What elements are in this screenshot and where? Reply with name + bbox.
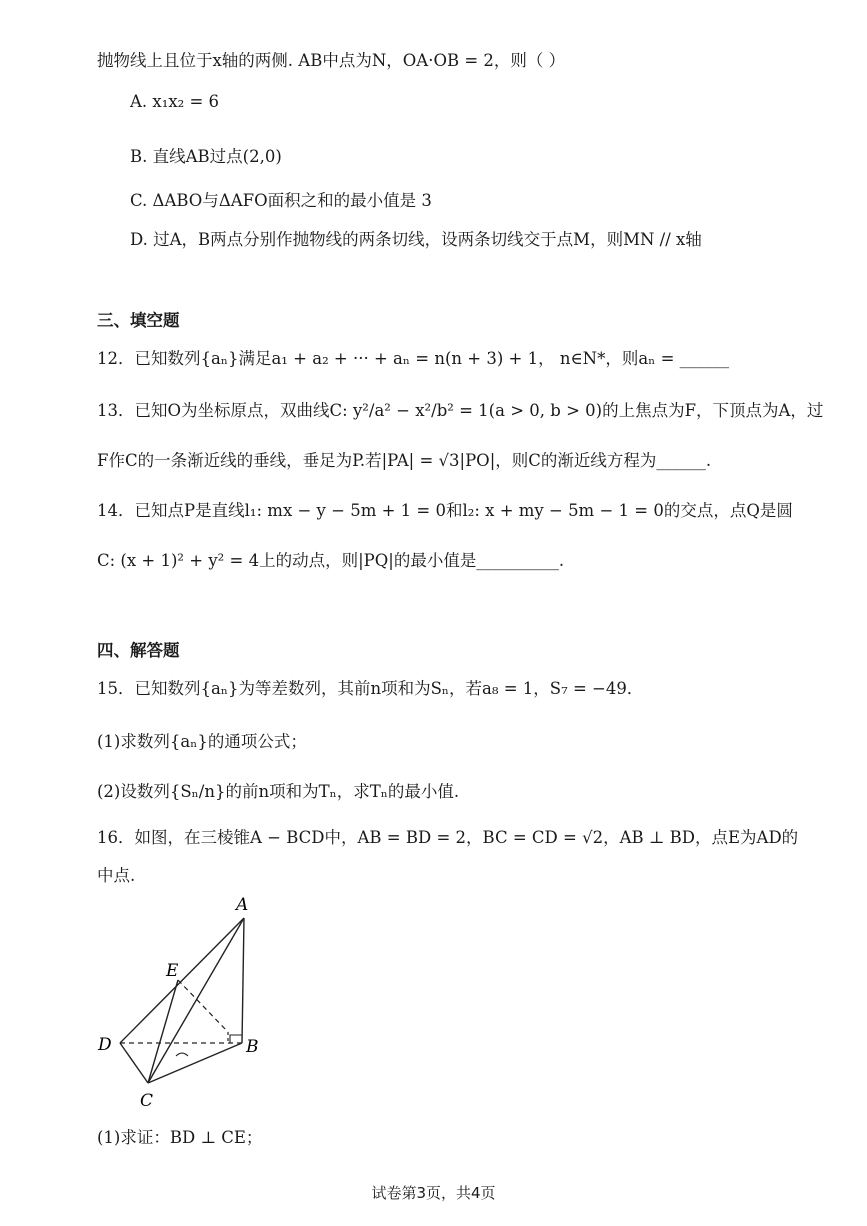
right-angle-mark: [230, 1035, 242, 1043]
edge-dc: [120, 1043, 148, 1083]
section-answer-title: 四、解答题: [97, 641, 180, 660]
q11-option-c: C. ΔABO与ΔAFO面积之和的最小值是 3: [130, 191, 432, 210]
tetrahedron-figure: [90, 890, 290, 1120]
label-d: D: [98, 1035, 112, 1055]
question-13-line1: 13．已知O为坐标原点，双曲线C: y²/a² − x²/b² = 1(a > 0, b > 0)的上焦点为F，下顶点为A，过: [97, 401, 824, 420]
edge-ab: [242, 918, 244, 1043]
question-16-line1: 16．如图，在三棱锥A − BCD中，AB = BD = 2，BC = CD = √2，AB ⊥ BD，点E为AD的: [97, 828, 799, 847]
question-14-line1: 14．已知点P是直线l₁: mx − y − 5m + 1 = 0和l₂: x + my − 5m − 1 = 0的交点，点Q是圆: [97, 501, 793, 520]
q11-stem-continuation: 抛物线上且位于x轴的两侧. AB中点为N，OA·OB = 2，则（ ）: [97, 51, 566, 70]
question-13-line2: F作C的一条渐近线的垂线，垂足为P.若|PA| = √3|PO|，则C的渐近线方程为______.: [97, 451, 712, 470]
question-15: 15．已知数列{aₙ}为等差数列，其前n项和为Sₙ，若a₈ = 1，S₇ = −49．: [97, 679, 644, 698]
question-14-line2: C: (x + 1)² + y² = 4上的动点，则|PQ|的最小值是__________.: [97, 551, 565, 570]
label-c: C: [140, 1091, 154, 1111]
question-15-part2: (2)设数列{Sₙ/n}的前n项和为Tₙ，求Tₙ的最小值.: [97, 782, 460, 801]
label-e: E: [166, 961, 179, 981]
page-footer: 试卷第3页，共4页: [371, 1184, 496, 1202]
edge-cb: [148, 1043, 242, 1083]
question-16-line2: 中点.: [97, 866, 136, 885]
q11-option-b: B. 直线AB过点(2,0): [130, 147, 282, 166]
question-12: 12．已知数列{aₙ}满足a₁ + a₂ + ··· + aₙ = n(n + 3) + 1， n∈N*，则aₙ = ______: [97, 349, 730, 368]
q11-option-a: A. x₁x₂ = 6: [130, 92, 220, 111]
label-a: A: [236, 895, 249, 915]
section-fill-in-title: 三、填空题: [97, 311, 180, 330]
q11-option-d: D. 过A，B两点分别作抛物线的两条切线，设两条切线交于点M，则MN // x轴: [130, 230, 702, 249]
angle-arc-mark: [176, 1053, 188, 1056]
segment-ec: [148, 980, 178, 1083]
question-16-part1: (1)求证：BD ⊥ CE；: [97, 1128, 263, 1147]
label-b: B: [246, 1037, 259, 1057]
question-15-part1: (1)求数列{aₙ}的通项公式；: [97, 732, 307, 751]
